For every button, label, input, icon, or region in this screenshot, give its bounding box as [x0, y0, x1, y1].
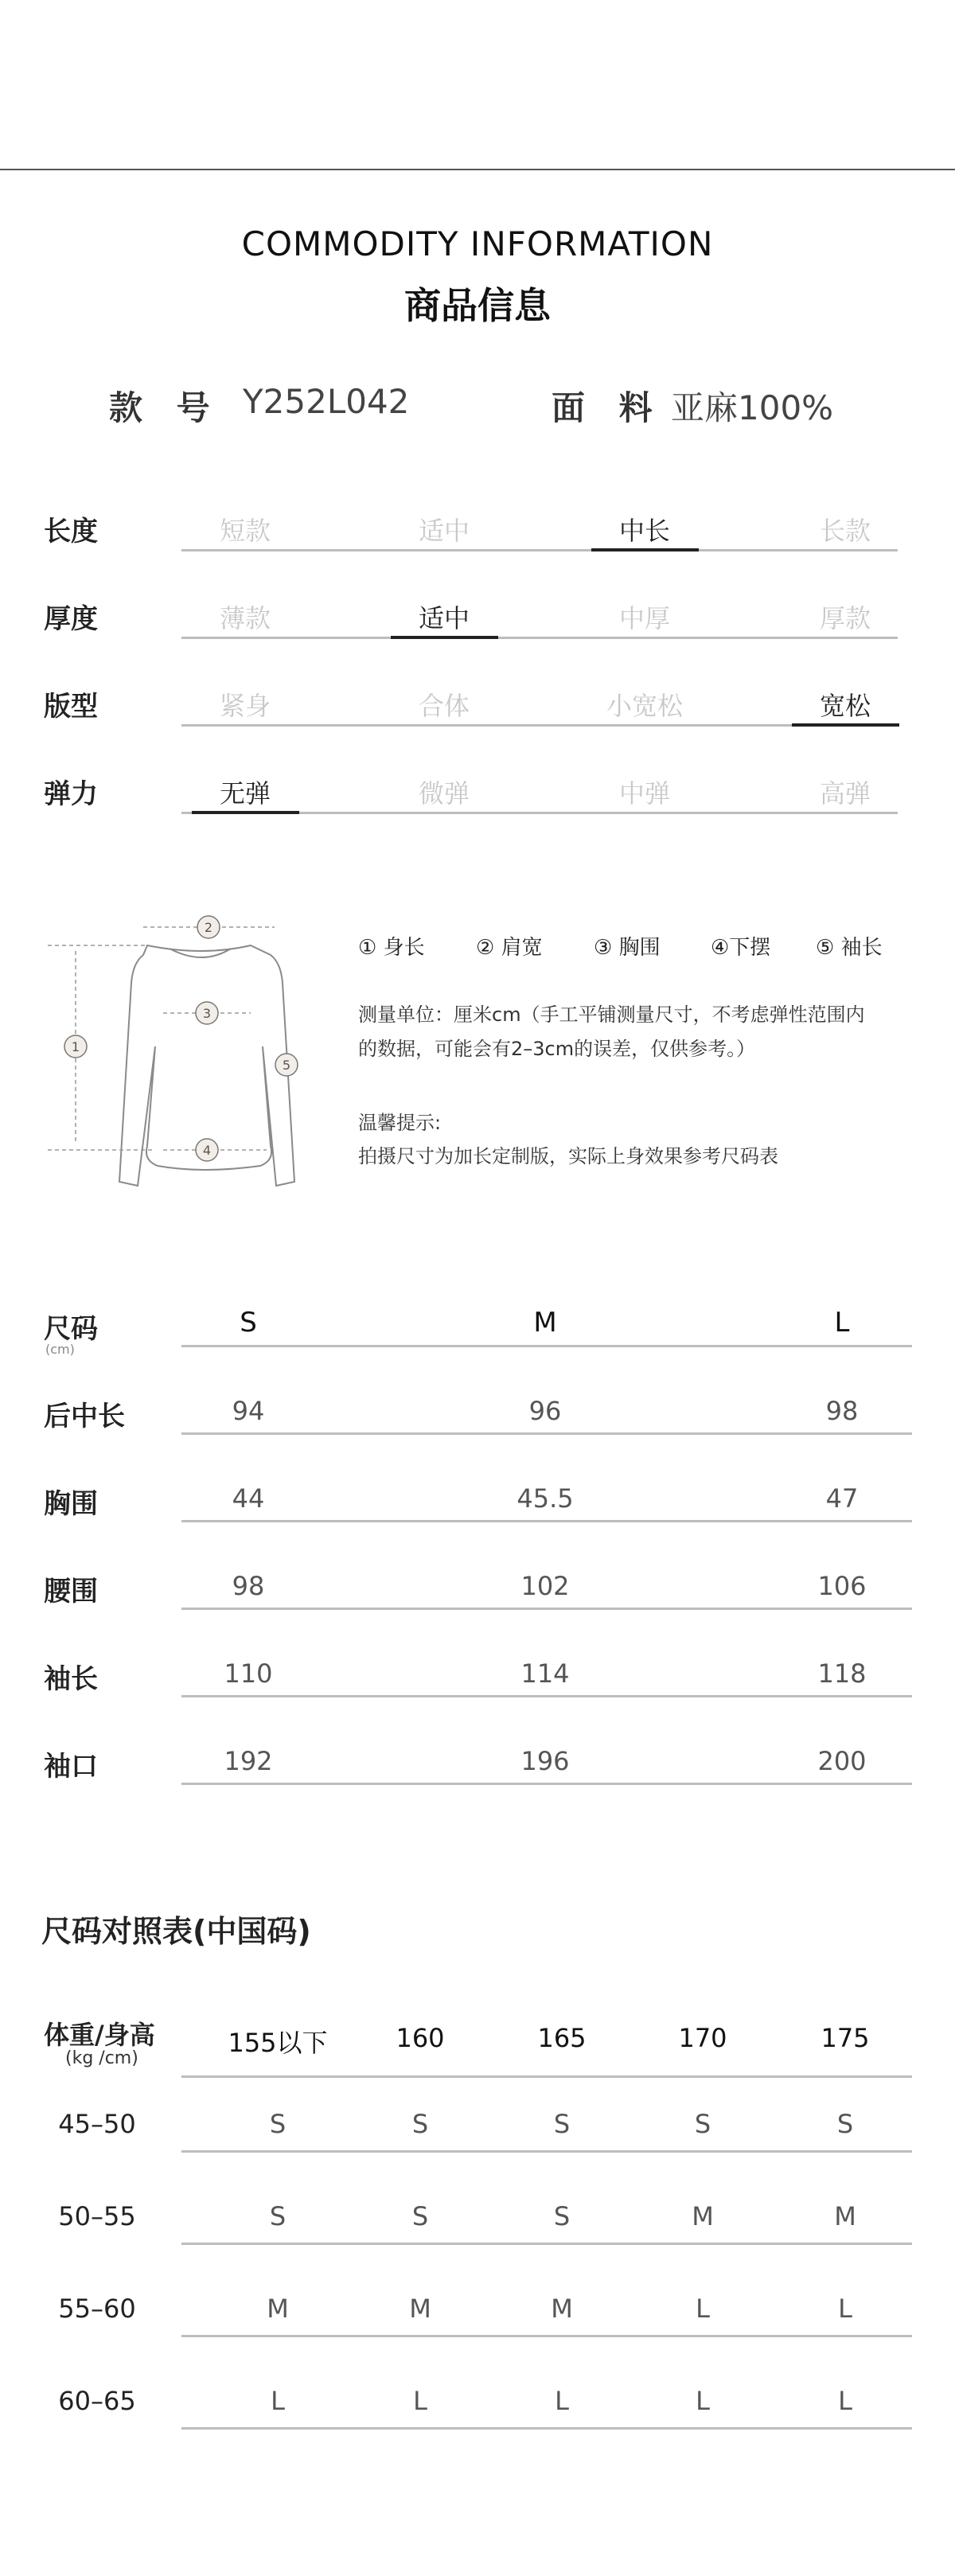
china-table-cell: M	[551, 2293, 573, 2324]
china-table-rule	[181, 2150, 912, 2153]
china-row-label: 50–55	[58, 2201, 136, 2231]
china-table-cell: L	[838, 2293, 852, 2324]
attribute-label: 长度	[44, 516, 98, 548]
tip-title: 温馨提示:	[358, 1112, 442, 1134]
china-column-header: 155以下	[228, 2028, 328, 2058]
attribute-selected-underline	[192, 811, 299, 814]
china-table-rule	[181, 2075, 912, 2078]
size-table-cell: 94	[232, 1396, 265, 1426]
attribute-option: 适中	[418, 516, 470, 546]
tip-text: 拍摄尺寸为加长定制版，实际上身效果参考尺码表	[358, 1145, 778, 1167]
china-table-cell: L	[696, 2386, 710, 2416]
attribute-option: 中弹	[618, 778, 670, 809]
attribute-option: 中长	[618, 516, 670, 546]
china-header-unit: (kg /cm)	[65, 2048, 138, 2068]
size-table-cell: 98	[232, 1571, 265, 1601]
china-table-rule	[181, 2335, 912, 2337]
size-table-cell: 114	[520, 1658, 570, 1689]
attribute-option: 薄款	[219, 603, 271, 633]
legend-shoulder: ② 肩宽	[476, 936, 543, 960]
size-table-rule	[181, 1520, 912, 1522]
attribute-option: 无弹	[219, 778, 271, 809]
size-row-label: 腰围	[44, 1576, 98, 1608]
size-column-header: M	[533, 1307, 557, 1339]
attribute-selected-underline	[591, 548, 699, 551]
attribute-option: 宽松	[819, 691, 871, 721]
size-table-label: 尺码	[44, 1313, 98, 1345]
size-table-rule	[181, 1432, 912, 1435]
china-table-cell: M	[409, 2293, 431, 2324]
attribute-option: 适中	[418, 603, 470, 633]
china-header-label: 体重/身高	[44, 2020, 155, 2050]
attribute-option: 紧身	[219, 691, 271, 721]
size-table-rule	[181, 1695, 912, 1697]
attribute-option: 中厚	[618, 603, 670, 633]
china-table-cell: L	[271, 2386, 285, 2416]
china-table-cell: L	[696, 2293, 710, 2324]
size-table-rule	[181, 1608, 912, 1610]
size-table-cell: 118	[817, 1658, 867, 1689]
garment-diagram	[44, 907, 314, 1202]
size-table-cell: 44	[232, 1483, 265, 1514]
attribute-option: 合体	[418, 691, 470, 721]
size-table-cell: 102	[520, 1571, 570, 1601]
size-column-header: L	[834, 1307, 850, 1339]
title-en: COMMODITY INFORMATION	[241, 224, 714, 263]
china-table-cell: S	[411, 2201, 429, 2231]
china-column-header: 160	[396, 2023, 445, 2053]
china-row-label: 60–65	[58, 2386, 136, 2416]
fabric-label: 面 料	[552, 388, 664, 427]
attribute-label: 版型	[44, 691, 98, 723]
size-table-cell: 98	[825, 1396, 859, 1426]
attribute-rule	[181, 637, 898, 639]
size-row-label: 袖长	[44, 1663, 98, 1695]
china-table-cell: M	[267, 2293, 289, 2324]
china-table-cell: S	[269, 2109, 286, 2139]
fabric-value: 亚麻100%	[671, 388, 834, 427]
china-table-cell: M	[834, 2201, 856, 2231]
size-table-rule	[181, 1783, 912, 1785]
marker-4-label: 4	[202, 1143, 212, 1158]
china-column-header: 175	[821, 2023, 870, 2053]
china-table-cell: S	[553, 2201, 571, 2231]
size-row-label: 袖口	[44, 1751, 98, 1783]
size-table-unit: (cm)	[45, 1342, 75, 1357]
size-table-cell: 192	[224, 1746, 273, 1776]
size-table-rule	[181, 1345, 912, 1347]
legend-body-length: ① 身长	[358, 936, 425, 960]
china-column-header: 170	[678, 2023, 727, 2053]
china-row-label: 55–60	[58, 2293, 136, 2324]
china-table-cell: L	[555, 2386, 569, 2416]
attribute-rule	[181, 724, 898, 727]
marker-5-label: 5	[282, 1058, 291, 1073]
china-table-rule	[181, 2243, 912, 2245]
measure-note-line2: 的数据，可能会有2–3cm的误差，仅供参考。）	[358, 1038, 756, 1060]
attribute-label: 弹力	[44, 778, 98, 810]
size-table-cell: 200	[817, 1746, 867, 1776]
china-table-cell: S	[411, 2109, 429, 2139]
china-table-cell: S	[553, 2109, 571, 2139]
size-table-cell: 110	[224, 1658, 273, 1689]
china-table-cell: L	[413, 2386, 427, 2416]
top-divider	[0, 169, 955, 170]
attribute-option: 厚款	[819, 603, 871, 633]
attribute-option: 高弹	[819, 778, 871, 809]
marker-3-label: 3	[202, 1006, 212, 1021]
size-table-cell: 96	[528, 1396, 562, 1426]
china-column-header: 165	[537, 2023, 587, 2053]
size-table-cell: 106	[817, 1571, 867, 1601]
attribute-option: 长款	[819, 516, 871, 546]
china-table-rule	[181, 2427, 912, 2430]
attribute-option: 短款	[219, 516, 271, 546]
attribute-selected-underline	[792, 723, 899, 727]
size-table-cell: 196	[520, 1746, 570, 1776]
marker-1-label: 1	[71, 1039, 80, 1054]
attribute-option: 微弹	[418, 778, 470, 809]
size-column-header: S	[240, 1307, 257, 1339]
china-table-cell: S	[836, 2109, 854, 2139]
size-table-cell: 47	[825, 1483, 859, 1514]
attribute-selected-underline	[391, 636, 498, 639]
china-table-cell: M	[692, 2201, 714, 2231]
china-size-title: 尺码对照表(中国码)	[41, 1914, 311, 1949]
size-row-label: 胸围	[44, 1488, 98, 1520]
attribute-label: 厚度	[44, 603, 98, 635]
size-table-cell: 45.5	[516, 1483, 574, 1514]
china-table-cell: S	[269, 2201, 286, 2231]
size-row-label: 后中长	[44, 1401, 125, 1432]
legend-hem: ④下摆	[711, 936, 771, 960]
model-label: 款 号	[109, 388, 221, 427]
legend-chest: ③ 胸围	[594, 936, 661, 960]
title-zh: 商品信息	[404, 284, 551, 327]
china-table-cell: S	[694, 2109, 711, 2139]
attribute-option: 小宽松	[606, 691, 683, 721]
legend-sleeve: ⑤ 袖长	[816, 936, 883, 960]
china-row-label: 45–50	[58, 2109, 136, 2139]
marker-2-label: 2	[204, 920, 213, 935]
model-value: Y252L042	[243, 382, 410, 421]
attribute-rule	[181, 549, 898, 551]
measure-note-line1: 测量单位：厘米cm（手工平铺测量尺寸，不考虑弹性范围内	[358, 1004, 865, 1026]
china-table-cell: L	[838, 2386, 852, 2416]
